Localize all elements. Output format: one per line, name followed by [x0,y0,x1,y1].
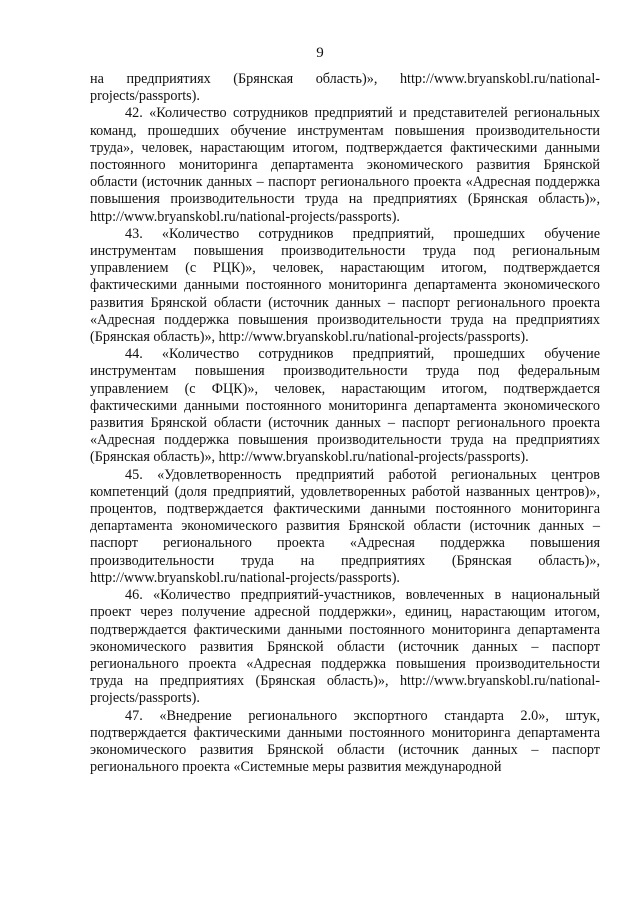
paragraph-item-43: 43. «Количество сотрудников предприятий, прошедших обучение инструментам повышения производительности труда под региональным управлением (с РЦК)», человек, нарастающим итогом, подтверждается фактическими данными постоянного мониторинга департамента экономического развития Брянской области (источник данных – паспорт регионального проекта «Адресная поддержка повышения производительности труда на предприятиях (Брянская область)», http://www.bryanskobl.ru/national-projects/passports). [90,225,600,346]
document-body [90,71,600,776]
paragraph-item-42: 42. «Количество сотрудников предприятий и представителей региональных команд, прошедших обучение инструментам повышения производительности труда», человек, нарастающим итогом, подтверждается фактическими данными постоянного мониторинга департамента экономического развития Брянской области (источник данных – паспорт регионального проекта «Адресная поддержка повышения производительности труда на предприятиях (Брянская область)», http://www.bryanskobl.ru/national-projects/passports). [90,105,600,225]
paragraph-continuation: на предприятиях (Брянская область)», http://www.bryanskobl.ru/national-projects/passports). [90,71,600,105]
page-number: 9 [316,45,324,61]
paragraph-item-44: 44. «Количество сотрудников предприятий, прошедших обучение инструментам повышения производительности труда под федеральным управлением (с ФЦК)», человек, нарастающим итогом, подтверждается фактическими данными постоянного мониторинга департамента экономического развития Брянской области (источник данных – паспорт регионального проекта «Адресная поддержка повышения производительности труда на предприятиях (Брянская область)», http://www.bryanskobl.ru/national-projects/passports). [90,346,600,466]
paragraph-item-46: 46. «Количество предприятий-участников, вовлеченных в национальный проект через получение адресной поддержки», единиц, нарастающим итогом, подтверждается фактическими данными постоянного мониторинга департамента экономического развития Брянской области (источник данных – паспорт регионального проекта «Адресная поддержка повышения производительности труда на предприятиях (Брянская область)», http://www.bryanskobl.ru/national-projects/passports). [90,587,600,707]
paragraph-item-47: 47. «Внедрение регионального экспортного стандарта 2.0», штук, подтверждается фактическими данными постоянного мониторинга департамента экономического развития Брянской области (источник данных – паспорт регионального проекта «Системные меры развития международной [90,707,600,776]
paragraph-item-45: 45. «Удовлетворенность предприятий работой региональных центров компетенций (доля предприятий, удовлетворенных работой названных центров)», процентов, подтверждается фактическими данными постоянного мониторинга департамента экономического развития Брянской области (источник данных – паспорт регионального проекта «Адресная поддержка повышения производительности труда на предприятиях (Брянская область)», http://www.bryanskobl.ru/national-projects/passports). [90,466,600,586]
